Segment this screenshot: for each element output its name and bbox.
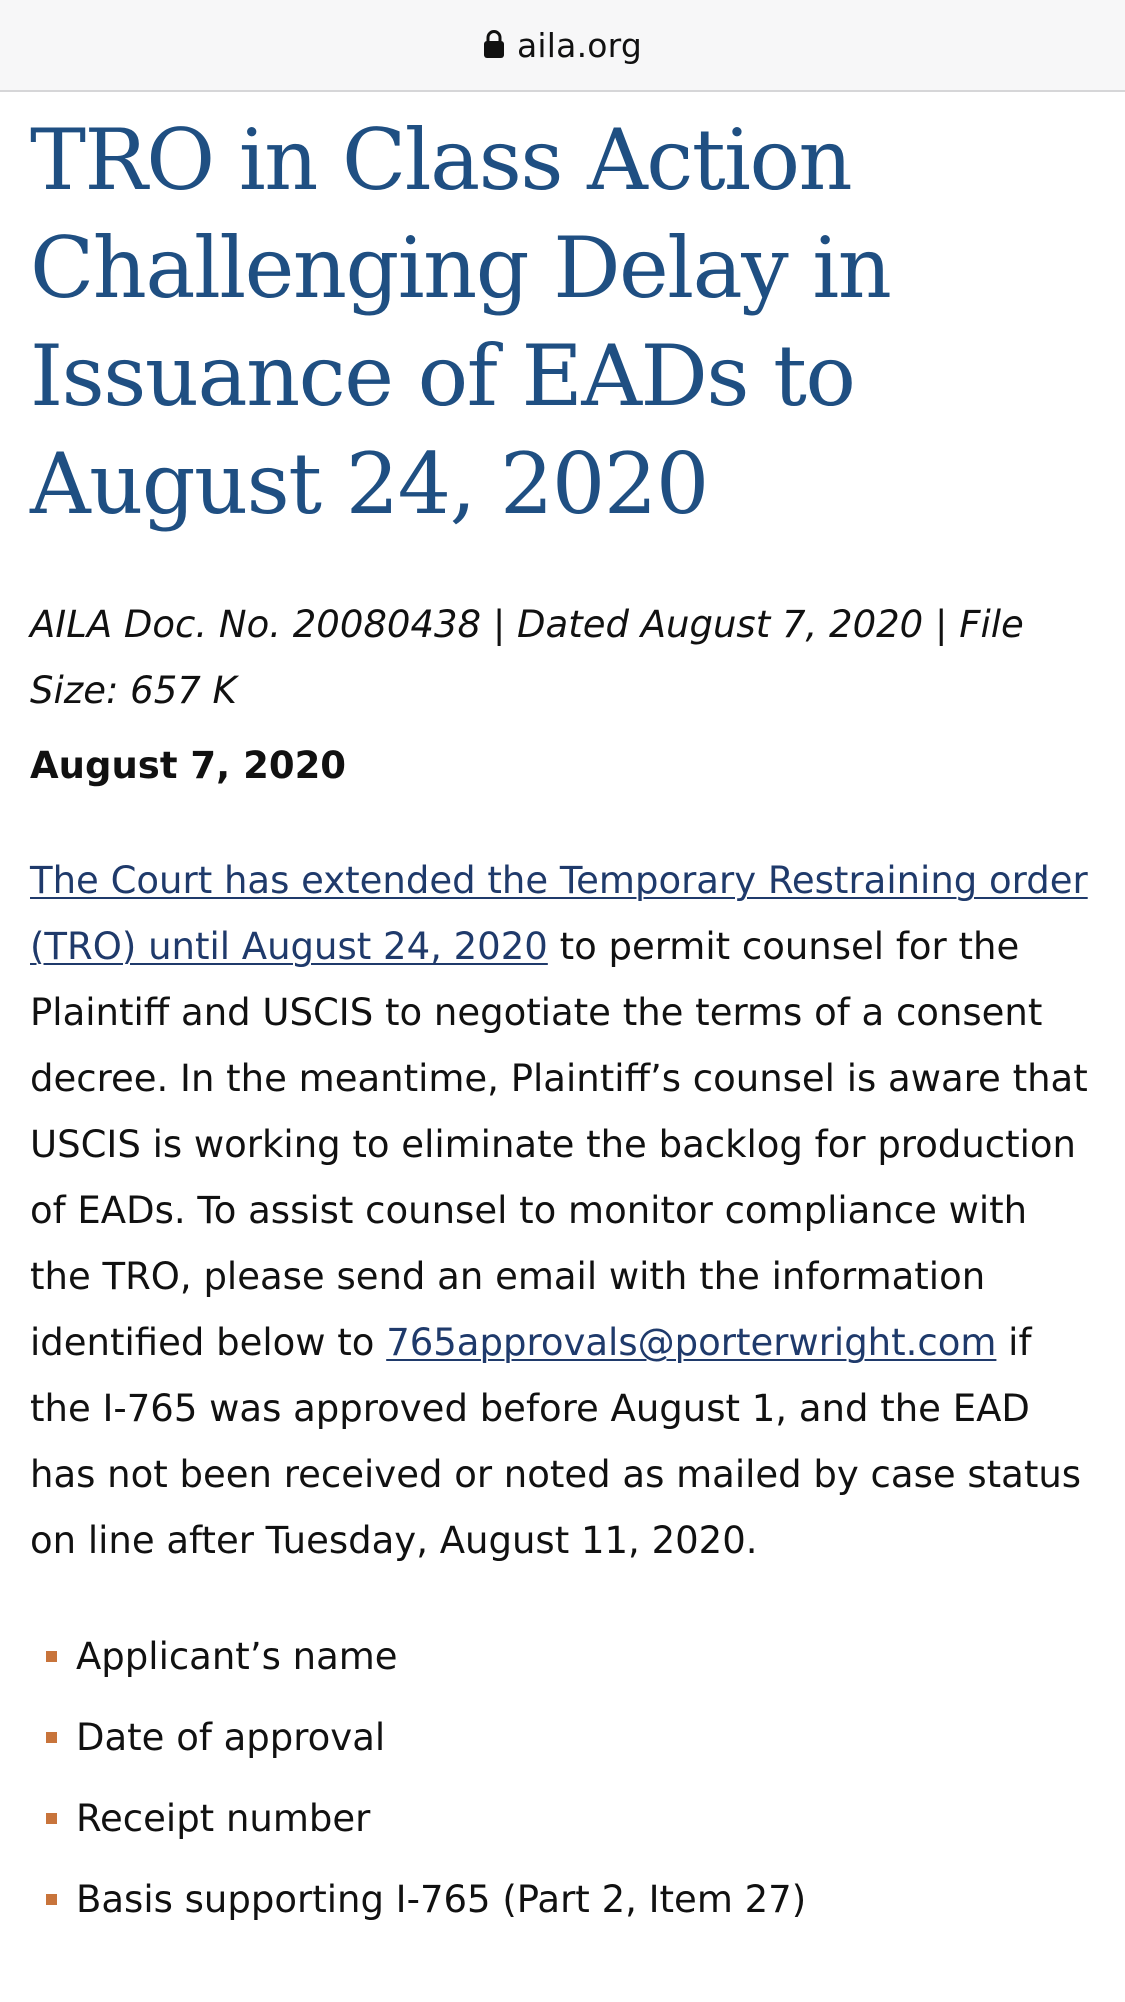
- bullet-icon: [46, 1813, 57, 1824]
- paragraph-text-1: to permit counsel for the Plaintiff and USCIS to negotiate the terms of a consent decree. In the meantime, Plaintiff’s counsel is aware that USCIS is working to eliminate the backlog for production of EADs. To assist counsel to monitor compliance with the TRO, please send an email with the information identified below to: [30, 925, 1088, 1364]
- list-item-label: Applicant’s name: [76, 1635, 398, 1678]
- lock-icon: [483, 29, 505, 59]
- page-title: TRO in Class Action Challenging Delay in Issuance of EADs to August 24, 2020: [30, 111, 891, 533]
- address-bar[interactable]: [0, 0, 1125, 92]
- list-item-label: Date of approval: [76, 1716, 386, 1759]
- article-paragraph: [30, 848, 1095, 1574]
- tro-extension-link[interactable]: The Court has extended the Temporary Restraining order (TRO) until August 24, 2020: [30, 859, 1088, 968]
- list-item: [30, 1616, 1095, 1697]
- email-link[interactable]: 765approvals@porterwright.com: [386, 1321, 997, 1364]
- required-info-list: [30, 1616, 1095, 1940]
- article-date: August 7, 2020: [30, 744, 347, 787]
- bullet-icon: [46, 1651, 57, 1662]
- list-item-label: Basis supporting I-765 (Part 2, Item 27): [76, 1878, 807, 1921]
- document-meta: AILA Doc. No. 20080438 | Dated August 7, 2020 | File Size: 657 K: [30, 603, 1024, 712]
- list-item: [30, 1697, 1095, 1778]
- url-text[interactable]: aila.org: [517, 25, 642, 65]
- article: [0, 106, 1125, 1940]
- paragraph-text-2: if the I-765 was approved before August 1, and the EAD has not been received or noted as mailed by case status on line after Tuesday, August 11, 2020.: [30, 1321, 1082, 1562]
- bullet-icon: [46, 1894, 57, 1905]
- list-item-label: Receipt number: [76, 1797, 371, 1840]
- list-item: [30, 1859, 1095, 1940]
- bullet-icon: [46, 1732, 57, 1743]
- list-item: [30, 1778, 1095, 1859]
